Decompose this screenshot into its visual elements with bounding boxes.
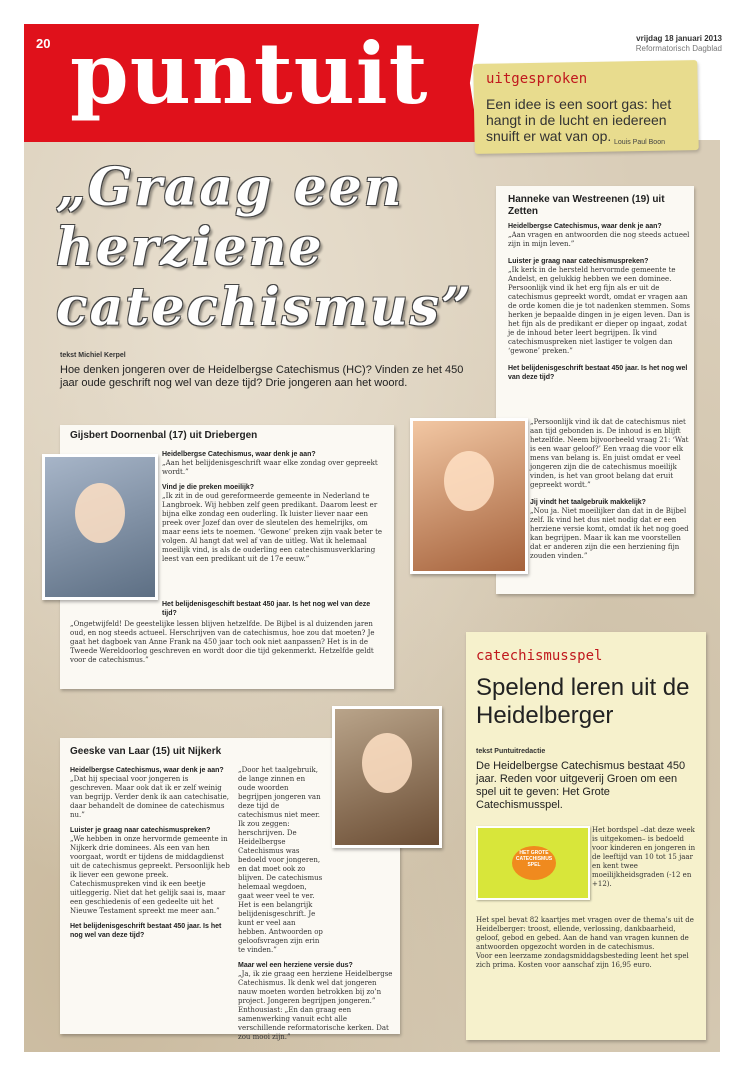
question: Heidelbergse Catechismus, waar denk je aan? [508,223,662,230]
date-line: vrijdag 18 januari 2013 [636,34,722,43]
answer: „Aan het belijdenisgeschrift waar elke zondag over gepreekt wordt.” [162,459,378,476]
article-intro: Hoe denken jongeren over de Heidelbergse Catechismus (HC)? Vinden ze het 450 jaar oude geschrift nog wel van deze tijd? Drie jongeren aan het woord. [60,364,464,389]
answer: „We hebben in onze hervormde gemeente in Nijkerk drie dominees. Als een van hen voorgaat, wordt er tijdens de middagdienst uit de catechismus gepreekt. Persoonlijk heb ik liever een gewone preek. Catechismuspreken vind ik een beetje uitleggerig. Niet dat het gelijk saai is, maar een geschiedenis of een gedeelte uit het Nieuwe Testament spreekt me meer aan.” [70,835,230,915]
sidebar-intro: De Heidelbergse Catechismus bestaat 450 jaar. Reden voor uitgeverij Groen om een spel uit te geven: Het Grote Catechismusspel. [476,760,686,811]
answer: „Aan vragen en antwoorden die nog steeds actueel zijn in mijn leven.” [508,231,690,248]
interview-body-col2 [238,766,396,1042]
answer: „Door het taalgebruik, de lange zinnen en oude woorden begrijpen jongeren van deze tijd de catechismus niet meer. Ik zou zeggen: herschrijven. De Heidelbergse Catechismus was bedoeld voor jongeren, en dat moet ook zo blijven. De catechismus helemaal wegdoen, gaat weer veel te ver. Het is een belangrijk belijdenisgeschrift. Je kunt er veel aan hebben. Antwoorden op geloofsvragen zijn erin te vinden.” [238,766,323,954]
article-byline: tekst Michiel Kerpel [60,352,126,359]
interview-body [162,450,386,564]
article-title: „Graag een herziene catechismus” [56,157,473,338]
photo-gijsbert [42,454,158,600]
question: Het belijdenisgeschrift bestaat 450 jaar. Is het nog wel van deze tijd? [508,365,688,381]
answer: „Persoonlijk vind ik dat de catechismus niet aan tijd gebonden is. De inhoud is en blijft hetzelfde. Neem bijvoorbeeld vraag 21: ‘Wat is een waar geloof?’ Een vraag die voor elk mens van belang is. En juist omdat er veel jongeren zijn die de catechismus moeilijk vinden, is het van groot belang dat eruit gepreekt wordt.” [530,418,689,489]
question: Het belijdenisgeschift bestaat 450 jaar. Is het nog wel van deze tijd? [162,601,371,617]
interview-body-wrap [530,418,690,561]
photo-hanneke [410,418,528,574]
answer: „Ongetwijfeld! De geestelijke lessen blijven hetzelfde. De Bijbel is al duizenden jaren oud, en nog steeds actueel. Herschrijven van de catechismus, hoe zou dat moeten? Je gaat het dagboek van Anne Frank na 450 jaar toch ook niet aanpassen? Het is in de Tweede Wereldoorlog geschreven en wordt door die tijd gekenmerkt. Hetzelfde geldt voor de catechismus.” [70,620,375,664]
interviewee-name: Hanneke van Westreenen (19) uit Zetten [508,194,665,217]
answer: „Ik kerk in de hersteld hervormde gemeente te Andelst, en gelukkig hebben we een dominee. Persoonlijk vind ik het erg fijn als er uit de catechismus gepreekt wordt, omdat er vragen aan de orde komen die je tot nadenken stemmen. Soms herken je bepaalde dingen in je eigen leven. Dan is het fijn als de predikant er dieper op ingaat, zodat je de inhoud beter leert begrijpen. Ik vind catechismuspreken niet lastiger te volgen dan ‘gewone’ preken.” [508,266,691,355]
quote-author: Louis Paul Boon [614,139,665,146]
question: Maar wel een herziene versie dus? [238,962,353,969]
interview-body [70,766,230,940]
question: Jij vindt het taalgebruik makkelijk? [530,499,646,506]
sidebar-body-2: Het spel bevat 82 kaartjes met vragen over de thema’s uit de Heidelberger: troost, ellende, verlossing, dankbaarheid, geloof, gebod en gebed. Aan de hand van vragen kunnen de antwoorden opgezocht worden in de catechismus. [476,916,694,951]
page-number: 20 [36,36,51,51]
sidebar-title: Spelend leren uit de Heidelberger [476,674,690,729]
interview-body [508,222,690,382]
answer: „Nou ja. Niet moeilijker dan dat in de Bijbel zelf. Ik vind het dus niet nodig dat er een herziene versie komt, omdat ik het nog goed kan begrijpen. Maar ik kan me voorstellen dat er anderen zijn die een herziening fijn zouden vinden.” [530,507,689,560]
interviewee-name: Gijsbert Doornenbal (17) uit Driebergen [70,430,258,441]
sidebar-byline: tekst Puntuitredactie [476,748,546,755]
answer: „Ik zit in de oud gereformeerde gemeente in Nederland te Langbroek. Wij hebben zelf geen predikant. Daarom leest er bijna elke zondag een ouderling. Ik luister liever naar een preek over Jozef dan over de sleutelen des hemelrijks, om maar eens iets te noemen. ‘Gewone’ preken zijn vaak beter te volgen. Al hangt dat wel af van de uitleg. Wat ik helemaal moeilijk vind, is als de ouderling een catechismusverklaring leest van een predikant uit de 17e eeuw.” [162,492,383,563]
sidebar-label: catechismusspel [476,648,603,664]
game-box-photo [476,826,590,900]
interviewee-name: Geeske van Laar (15) uit Nijkerk [70,746,222,757]
question: Heidelbergse Catechismus, waar denk je aan? [70,767,224,774]
question: Heidelbergse Catechismus, waar denk je aan? [162,451,316,458]
question: Het belijdenisgeschrift bestaat 450 jaar. Is het nog wel van deze tijd? [70,923,222,939]
publication-name: Reformatorisch Dagblad [635,44,722,53]
answer: „Dat hij speciaal voor jongeren is geschreven. Maar ook dat ik er zelf weinig van begrijp. Verder denk ik aan catechisatie, daar behandelt de dominee de catechismus nu.” [70,775,230,819]
sidebar-body [476,916,698,970]
sidebar-body-1: Het bordspel –dat deze week is uitgekomen– is bedoeld voor kinderen en jongeren in de leeftijd van 10 tot 15 jaar en kent twee moeilijkheidsgraden (-12 en +12). [592,826,696,888]
quote-label: uitgesproken [486,71,588,87]
section-title: puntuit [70,24,429,123]
answer: „Ja, ik zie graag een herziene Heidelbergse Catechismus. Ik denk wel dat jongeren nauw moeten worden betrokken bij zo’n project. Jongeren begrijpen jongeren.” Enthousiast: „En dan graag een samenwerking vanuit echt alle verschillende reformatorische kerken. Dat zou mooi zijn.” [238,970,393,1041]
sidebar-body-3: Voor een leerzame zondagsmiddagsbesteding leent het spel zich prima. Kosten voor aanschaf zijn 16,95 euro. [476,952,689,969]
question: Luister je graag naar catechismuspreken? [508,258,649,265]
question: Luister je graag naar catechismuspreken? [70,827,211,834]
quote-text: Een idee is een soort gas: het hangt in de lucht en iedereen snuift er wat van op. [486,96,672,144]
question: Vind je die preken moeilijk? [162,484,255,491]
game-box-label: HET GROTE CATECHISMUS SPEL [515,850,553,868]
